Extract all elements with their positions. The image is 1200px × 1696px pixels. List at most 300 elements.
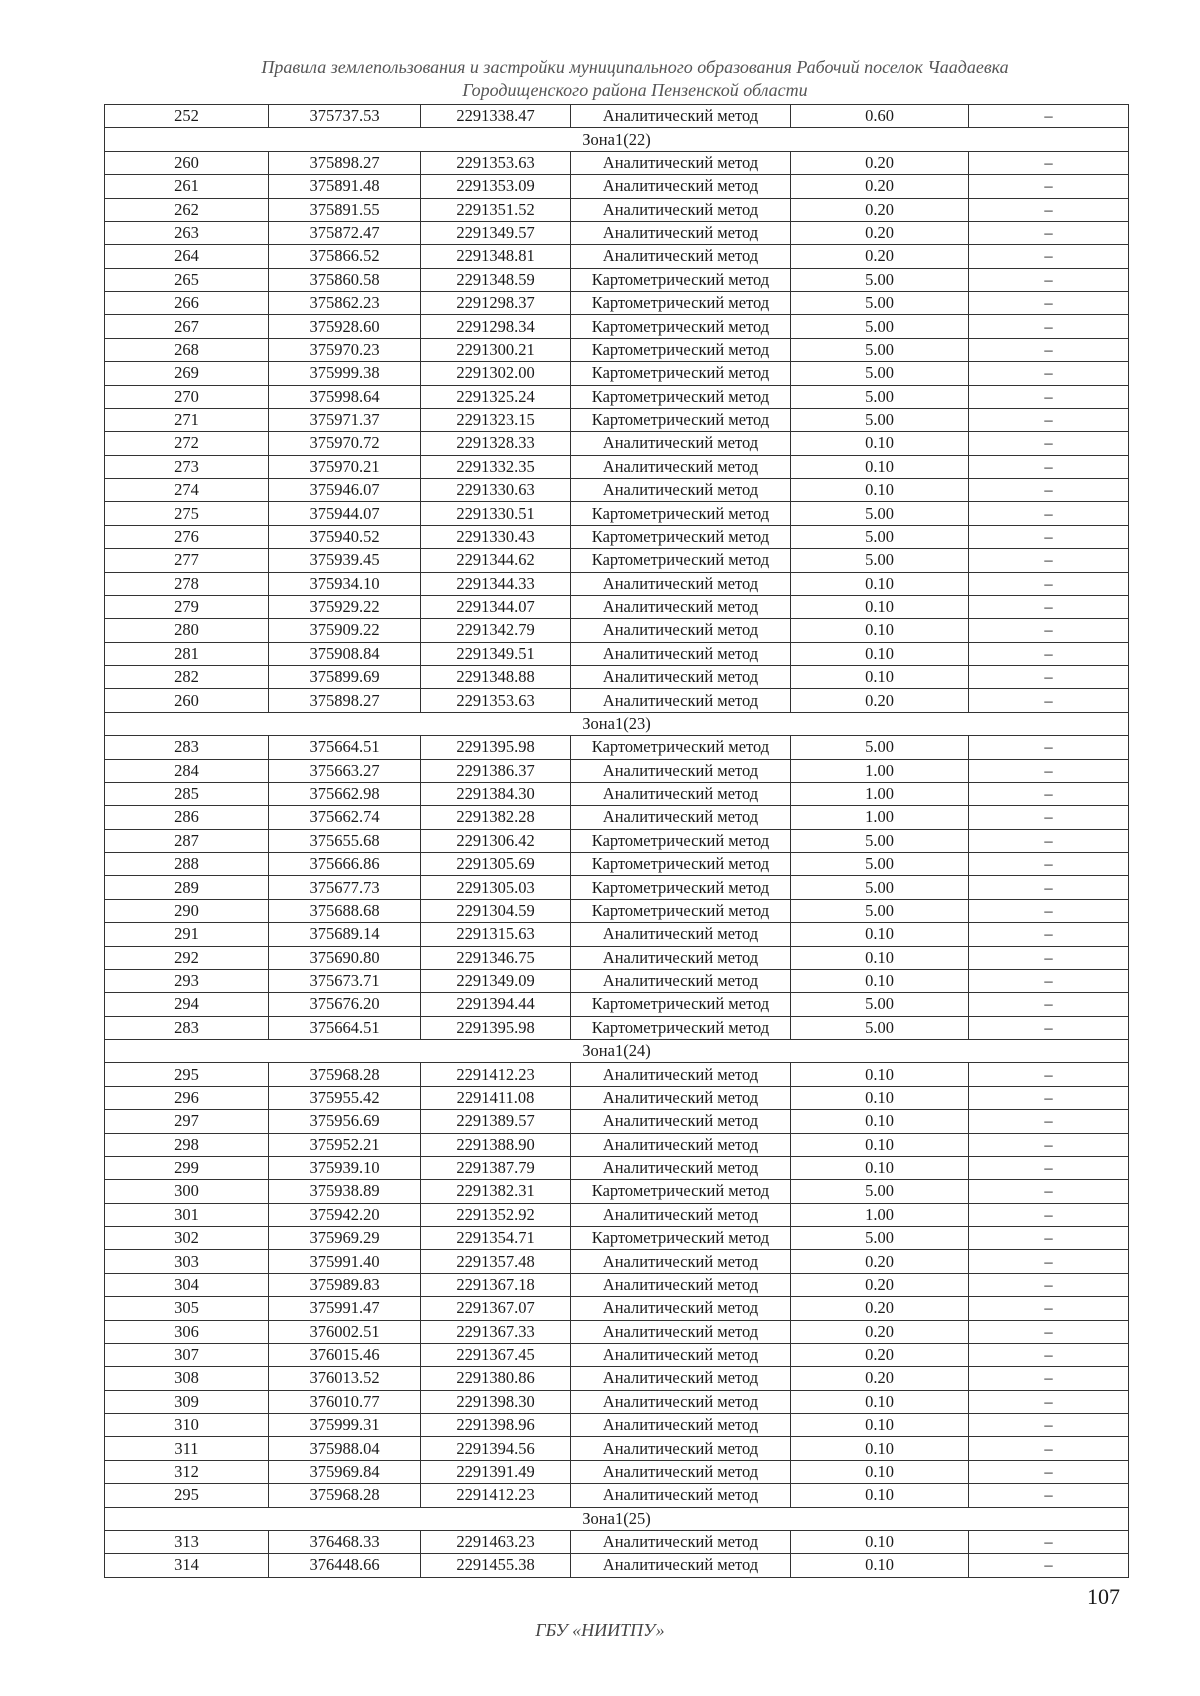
table-row	[105, 1016, 1129, 1039]
method-cell: Картометрический метод	[571, 876, 791, 899]
table-row	[105, 806, 1129, 829]
accuracy-cell: 5.00	[791, 1180, 969, 1203]
x-coordinate-cell: 375971.37	[269, 408, 421, 431]
description-cell: –	[969, 105, 1129, 128]
table-row	[105, 549, 1129, 572]
point-number-cell: 279	[105, 595, 269, 618]
method-cell: Аналитический метод	[571, 759, 791, 782]
accuracy-cell: 1.00	[791, 1203, 969, 1226]
method-cell: Аналитический метод	[571, 1133, 791, 1156]
description-cell: –	[969, 1320, 1129, 1343]
description-cell: –	[969, 292, 1129, 315]
header-line-1: Правила землепользования и застройки муниципального образования Рабочий поселок Чаадаевка	[261, 57, 1009, 77]
point-number-cell: 290	[105, 899, 269, 922]
accuracy-cell: 0.10	[791, 455, 969, 478]
point-number-cell: 299	[105, 1156, 269, 1179]
x-coordinate-cell: 375968.28	[269, 1484, 421, 1507]
y-coordinate-cell: 2291398.96	[421, 1414, 571, 1437]
x-coordinate-cell: 375968.28	[269, 1063, 421, 1086]
table-row	[105, 502, 1129, 525]
y-coordinate-cell: 2291330.63	[421, 479, 571, 502]
description-cell: –	[969, 619, 1129, 642]
accuracy-cell: 1.00	[791, 782, 969, 805]
x-coordinate-cell: 375898.27	[269, 151, 421, 174]
accuracy-cell: 0.20	[791, 1273, 969, 1296]
description-cell: –	[969, 1250, 1129, 1273]
accuracy-cell: 5.00	[791, 549, 969, 572]
y-coordinate-cell: 2291367.07	[421, 1297, 571, 1320]
description-cell: –	[969, 245, 1129, 268]
accuracy-cell: 5.00	[791, 338, 969, 361]
point-number-cell: 293	[105, 969, 269, 992]
accuracy-cell: 1.00	[791, 806, 969, 829]
point-number-cell: 281	[105, 642, 269, 665]
table-row	[105, 572, 1129, 595]
y-coordinate-cell: 2291348.59	[421, 268, 571, 291]
y-coordinate-cell: 2291386.37	[421, 759, 571, 782]
point-number-cell: 268	[105, 338, 269, 361]
accuracy-cell: 0.10	[791, 1460, 969, 1483]
y-coordinate-cell: 2291395.98	[421, 1016, 571, 1039]
point-number-cell: 288	[105, 853, 269, 876]
method-cell: Аналитический метод	[571, 479, 791, 502]
description-cell: –	[969, 1273, 1129, 1296]
accuracy-cell: 0.20	[791, 198, 969, 221]
accuracy-cell: 0.20	[791, 1250, 969, 1273]
description-cell: –	[969, 502, 1129, 525]
method-cell: Аналитический метод	[571, 1367, 791, 1390]
table-row	[105, 432, 1129, 455]
description-cell: –	[969, 782, 1129, 805]
page-footer: ГБУ «НИИТПУ»	[535, 1620, 665, 1640]
method-cell: Аналитический метод	[571, 1414, 791, 1437]
description-cell: –	[969, 1063, 1129, 1086]
description-cell: –	[969, 338, 1129, 361]
method-cell: Аналитический метод	[571, 1110, 791, 1133]
table-row	[105, 1110, 1129, 1133]
x-coordinate-cell: 375944.07	[269, 502, 421, 525]
description-cell: –	[969, 1086, 1129, 1109]
description-cell: –	[969, 525, 1129, 548]
x-coordinate-cell: 375673.71	[269, 969, 421, 992]
zone-row	[105, 712, 1129, 735]
point-number-cell: 307	[105, 1343, 269, 1366]
accuracy-cell: 5.00	[791, 876, 969, 899]
description-cell: –	[969, 759, 1129, 782]
method-cell: Картометрический метод	[571, 292, 791, 315]
description-cell: –	[969, 1297, 1129, 1320]
accuracy-cell: 0.60	[791, 105, 969, 128]
point-number-cell: 297	[105, 1110, 269, 1133]
description-cell: –	[969, 806, 1129, 829]
x-coordinate-cell: 375676.20	[269, 993, 421, 1016]
table-row	[105, 268, 1129, 291]
table-row	[105, 853, 1129, 876]
y-coordinate-cell: 2291306.42	[421, 829, 571, 852]
accuracy-cell: 5.00	[791, 525, 969, 548]
table-row	[105, 829, 1129, 852]
point-number-cell: 280	[105, 619, 269, 642]
x-coordinate-cell: 375988.04	[269, 1437, 421, 1460]
table-row	[105, 1460, 1129, 1483]
table-row	[105, 1273, 1129, 1296]
y-coordinate-cell: 2291344.33	[421, 572, 571, 595]
point-number-cell: 283	[105, 1016, 269, 1039]
y-coordinate-cell: 2291348.88	[421, 666, 571, 689]
accuracy-cell: 0.10	[791, 432, 969, 455]
x-coordinate-cell: 375862.23	[269, 292, 421, 315]
description-cell: –	[969, 1554, 1129, 1577]
accuracy-cell: 5.00	[791, 1016, 969, 1039]
page-number: 107	[1087, 1584, 1120, 1609]
point-number-cell: 275	[105, 502, 269, 525]
y-coordinate-cell: 2291357.48	[421, 1250, 571, 1273]
y-coordinate-cell: 2291305.03	[421, 876, 571, 899]
table-row	[105, 408, 1129, 431]
accuracy-cell: 0.20	[791, 1320, 969, 1343]
x-coordinate-cell: 375908.84	[269, 642, 421, 665]
point-number-cell: 312	[105, 1460, 269, 1483]
point-number-cell: 282	[105, 666, 269, 689]
table-row	[105, 198, 1129, 221]
method-cell: Аналитический метод	[571, 151, 791, 174]
description-cell: –	[969, 1437, 1129, 1460]
method-cell: Аналитический метод	[571, 642, 791, 665]
y-coordinate-cell: 2291298.37	[421, 292, 571, 315]
x-coordinate-cell: 375969.29	[269, 1227, 421, 1250]
method-cell: Картометрический метод	[571, 385, 791, 408]
method-cell: Аналитический метод	[571, 666, 791, 689]
accuracy-cell: 0.10	[791, 1063, 969, 1086]
table-row	[105, 736, 1129, 759]
x-coordinate-cell: 375970.72	[269, 432, 421, 455]
x-coordinate-cell: 375664.51	[269, 1016, 421, 1039]
table-row	[105, 315, 1129, 338]
accuracy-cell: 0.20	[791, 245, 969, 268]
point-number-cell: 296	[105, 1086, 269, 1109]
description-cell: –	[969, 1110, 1129, 1133]
table-row	[105, 1343, 1129, 1366]
accuracy-cell: 0.10	[791, 572, 969, 595]
accuracy-cell: 5.00	[791, 315, 969, 338]
y-coordinate-cell: 2291388.90	[421, 1133, 571, 1156]
accuracy-cell: 0.10	[791, 1086, 969, 1109]
accuracy-cell: 5.00	[791, 853, 969, 876]
point-number-cell: 298	[105, 1133, 269, 1156]
accuracy-cell: 0.10	[791, 969, 969, 992]
x-coordinate-cell: 376010.77	[269, 1390, 421, 1413]
point-number-cell: 310	[105, 1414, 269, 1437]
description-cell: –	[969, 1156, 1129, 1179]
x-coordinate-cell: 376013.52	[269, 1367, 421, 1390]
table-row	[105, 479, 1129, 502]
y-coordinate-cell: 2291395.98	[421, 736, 571, 759]
table-row	[105, 1554, 1129, 1577]
accuracy-cell: 0.10	[791, 946, 969, 969]
y-coordinate-cell: 2291389.57	[421, 1110, 571, 1133]
method-cell: Картометрический метод	[571, 268, 791, 291]
accuracy-cell: 0.20	[791, 689, 969, 712]
point-number-cell: 306	[105, 1320, 269, 1343]
description-cell: –	[969, 899, 1129, 922]
x-coordinate-cell: 375860.58	[269, 268, 421, 291]
method-cell: Аналитический метод	[571, 969, 791, 992]
accuracy-cell: 5.00	[791, 1227, 969, 1250]
x-coordinate-cell: 375929.22	[269, 595, 421, 618]
point-number-cell: 305	[105, 1297, 269, 1320]
description-cell: –	[969, 1016, 1129, 1039]
point-number-cell: 309	[105, 1390, 269, 1413]
y-coordinate-cell: 2291349.09	[421, 969, 571, 992]
method-cell: Аналитический метод	[571, 1320, 791, 1343]
point-number-cell: 285	[105, 782, 269, 805]
method-cell: Аналитический метод	[571, 946, 791, 969]
description-cell: –	[969, 853, 1129, 876]
y-coordinate-cell: 2291332.35	[421, 455, 571, 478]
x-coordinate-cell: 375940.52	[269, 525, 421, 548]
accuracy-cell: 5.00	[791, 362, 969, 385]
table-row	[105, 689, 1129, 712]
point-number-cell: 295	[105, 1063, 269, 1086]
point-number-cell: 308	[105, 1367, 269, 1390]
y-coordinate-cell: 2291391.49	[421, 1460, 571, 1483]
description-cell: –	[969, 432, 1129, 455]
method-cell: Аналитический метод	[571, 432, 791, 455]
table-row	[105, 666, 1129, 689]
y-coordinate-cell: 2291398.30	[421, 1390, 571, 1413]
method-cell: Аналитический метод	[571, 1156, 791, 1179]
method-cell: Картометрический метод	[571, 362, 791, 385]
y-coordinate-cell: 2291351.52	[421, 198, 571, 221]
table-row	[105, 1250, 1129, 1273]
method-cell: Аналитический метод	[571, 782, 791, 805]
x-coordinate-cell: 375956.69	[269, 1110, 421, 1133]
description-cell: –	[969, 268, 1129, 291]
method-cell: Картометрический метод	[571, 502, 791, 525]
x-coordinate-cell: 375662.98	[269, 782, 421, 805]
accuracy-cell: 0.20	[791, 151, 969, 174]
accuracy-cell: 0.10	[791, 1530, 969, 1553]
zone-title-cell: Зона1(24)	[105, 1040, 1129, 1063]
method-cell: Аналитический метод	[571, 245, 791, 268]
y-coordinate-cell: 2291353.63	[421, 151, 571, 174]
y-coordinate-cell: 2291463.23	[421, 1530, 571, 1553]
point-number-cell: 311	[105, 1437, 269, 1460]
method-cell: Аналитический метод	[571, 198, 791, 221]
page-header	[0, 56, 1200, 102]
x-coordinate-cell: 375970.23	[269, 338, 421, 361]
accuracy-cell: 0.10	[791, 923, 969, 946]
accuracy-cell: 5.00	[791, 408, 969, 431]
y-coordinate-cell: 2291394.44	[421, 993, 571, 1016]
x-coordinate-cell: 375690.80	[269, 946, 421, 969]
description-cell: –	[969, 993, 1129, 1016]
method-cell: Аналитический метод	[571, 689, 791, 712]
table-row	[105, 221, 1129, 244]
table-row	[105, 1086, 1129, 1109]
description-cell: –	[969, 689, 1129, 712]
y-coordinate-cell: 2291330.43	[421, 525, 571, 548]
y-coordinate-cell: 2291382.31	[421, 1180, 571, 1203]
y-coordinate-cell: 2291328.33	[421, 432, 571, 455]
description-cell: –	[969, 595, 1129, 618]
y-coordinate-cell: 2291411.08	[421, 1086, 571, 1109]
point-number-cell: 276	[105, 525, 269, 548]
accuracy-cell: 0.10	[791, 619, 969, 642]
x-coordinate-cell: 375952.21	[269, 1133, 421, 1156]
x-coordinate-cell: 375891.48	[269, 175, 421, 198]
x-coordinate-cell: 375955.42	[269, 1086, 421, 1109]
method-cell: Аналитический метод	[571, 105, 791, 128]
coordinates-table-body	[105, 105, 1129, 1578]
method-cell: Аналитический метод	[571, 1250, 791, 1273]
point-number-cell: 287	[105, 829, 269, 852]
x-coordinate-cell: 375689.14	[269, 923, 421, 946]
x-coordinate-cell: 375939.10	[269, 1156, 421, 1179]
x-coordinate-cell: 375663.27	[269, 759, 421, 782]
point-number-cell: 301	[105, 1203, 269, 1226]
point-number-cell: 263	[105, 221, 269, 244]
y-coordinate-cell: 2291344.62	[421, 549, 571, 572]
method-cell: Картометрический метод	[571, 315, 791, 338]
accuracy-cell: 0.10	[791, 1110, 969, 1133]
method-cell: Аналитический метод	[571, 806, 791, 829]
x-coordinate-cell: 376015.46	[269, 1343, 421, 1366]
table-row	[105, 175, 1129, 198]
method-cell: Аналитический метод	[571, 619, 791, 642]
y-coordinate-cell: 2291352.92	[421, 1203, 571, 1226]
x-coordinate-cell: 375666.86	[269, 853, 421, 876]
accuracy-cell: 5.00	[791, 993, 969, 1016]
description-cell: –	[969, 876, 1129, 899]
y-coordinate-cell: 2291380.86	[421, 1367, 571, 1390]
point-number-cell: 271	[105, 408, 269, 431]
table-row	[105, 642, 1129, 665]
accuracy-cell: 0.10	[791, 666, 969, 689]
zone-row	[105, 1040, 1129, 1063]
accuracy-cell: 0.20	[791, 221, 969, 244]
table-row	[105, 1156, 1129, 1179]
point-number-cell: 278	[105, 572, 269, 595]
method-cell: Картометрический метод	[571, 549, 791, 572]
description-cell: –	[969, 642, 1129, 665]
method-cell: Аналитический метод	[571, 1063, 791, 1086]
table-row	[105, 1437, 1129, 1460]
method-cell: Аналитический метод	[571, 1390, 791, 1413]
point-number-cell: 260	[105, 689, 269, 712]
method-cell: Картометрический метод	[571, 736, 791, 759]
y-coordinate-cell: 2291323.15	[421, 408, 571, 431]
x-coordinate-cell: 375946.07	[269, 479, 421, 502]
description-cell: –	[969, 923, 1129, 946]
x-coordinate-cell: 375872.47	[269, 221, 421, 244]
description-cell: –	[969, 198, 1129, 221]
table-row	[105, 292, 1129, 315]
accuracy-cell: 5.00	[791, 899, 969, 922]
description-cell: –	[969, 315, 1129, 338]
point-number-cell: 252	[105, 105, 269, 128]
description-cell: –	[969, 1227, 1129, 1250]
y-coordinate-cell: 2291367.18	[421, 1273, 571, 1296]
accuracy-cell: 0.20	[791, 1343, 969, 1366]
point-number-cell: 269	[105, 362, 269, 385]
y-coordinate-cell: 2291412.23	[421, 1484, 571, 1507]
x-coordinate-cell: 375909.22	[269, 619, 421, 642]
zone-row	[105, 1507, 1129, 1530]
x-coordinate-cell: 375677.73	[269, 876, 421, 899]
x-coordinate-cell: 375938.89	[269, 1180, 421, 1203]
description-cell: –	[969, 221, 1129, 244]
description-cell: –	[969, 946, 1129, 969]
table-row	[105, 595, 1129, 618]
description-cell: –	[969, 408, 1129, 431]
description-cell: –	[969, 362, 1129, 385]
table-row	[105, 1530, 1129, 1553]
table-row	[105, 923, 1129, 946]
accuracy-cell: 5.00	[791, 292, 969, 315]
accuracy-cell: 0.10	[791, 642, 969, 665]
method-cell: Аналитический метод	[571, 1343, 791, 1366]
y-coordinate-cell: 2291455.38	[421, 1554, 571, 1577]
accuracy-cell: 5.00	[791, 829, 969, 852]
y-coordinate-cell: 2291338.47	[421, 105, 571, 128]
x-coordinate-cell: 375664.51	[269, 736, 421, 759]
method-cell: Аналитический метод	[571, 1530, 791, 1553]
table-row	[105, 362, 1129, 385]
description-cell: –	[969, 1484, 1129, 1507]
point-number-cell: 265	[105, 268, 269, 291]
x-coordinate-cell: 375999.38	[269, 362, 421, 385]
accuracy-cell: 5.00	[791, 385, 969, 408]
description-cell: –	[969, 736, 1129, 759]
x-coordinate-cell: 375970.21	[269, 455, 421, 478]
table-row	[105, 1227, 1129, 1250]
description-cell: –	[969, 151, 1129, 174]
y-coordinate-cell: 2291349.57	[421, 221, 571, 244]
description-cell: –	[969, 1343, 1129, 1366]
y-coordinate-cell: 2291302.00	[421, 362, 571, 385]
x-coordinate-cell: 376448.66	[269, 1554, 421, 1577]
table-row	[105, 619, 1129, 642]
y-coordinate-cell: 2291367.45	[421, 1343, 571, 1366]
description-cell: –	[969, 1414, 1129, 1437]
description-cell: –	[969, 479, 1129, 502]
point-number-cell: 261	[105, 175, 269, 198]
y-coordinate-cell: 2291353.63	[421, 689, 571, 712]
y-coordinate-cell: 2291300.21	[421, 338, 571, 361]
point-number-cell: 295	[105, 1484, 269, 1507]
x-coordinate-cell: 375939.45	[269, 549, 421, 572]
table-row	[105, 876, 1129, 899]
zone-title-cell: Зона1(23)	[105, 712, 1129, 735]
method-cell: Аналитический метод	[571, 1203, 791, 1226]
x-coordinate-cell: 375999.31	[269, 1414, 421, 1437]
accuracy-cell: 0.10	[791, 1133, 969, 1156]
table-row	[105, 1484, 1129, 1507]
table-row	[105, 993, 1129, 1016]
accuracy-cell: 5.00	[791, 502, 969, 525]
accuracy-cell: 0.10	[791, 1554, 969, 1577]
accuracy-cell: 0.10	[791, 1414, 969, 1437]
method-cell: Аналитический метод	[571, 221, 791, 244]
zone-title-cell: Зона1(22)	[105, 128, 1129, 151]
description-cell: –	[969, 1180, 1129, 1203]
x-coordinate-cell: 375662.74	[269, 806, 421, 829]
y-coordinate-cell: 2291304.59	[421, 899, 571, 922]
coordinates-table	[104, 104, 1129, 1578]
description-cell: –	[969, 1203, 1129, 1226]
header-line-2: Городищенского района Пензенской области	[462, 80, 808, 100]
